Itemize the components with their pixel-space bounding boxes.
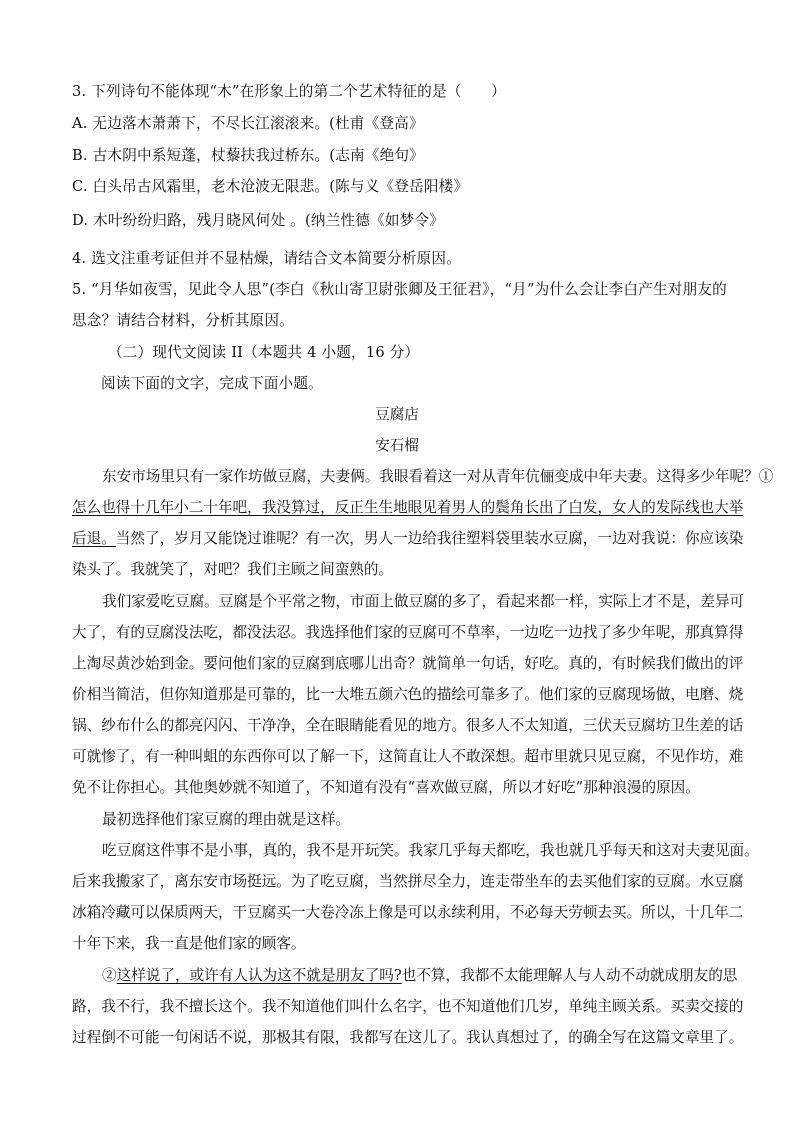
paragraph-5-line-2: 路，我不行，我不擅长这个。我不知道他们叫什么名字，也不知道他们几岁，单纯主顾关系。买卖交接的 [72, 998, 744, 1015]
paragraph-5-line-3: 过程倒不可能一句闲话不说，那极其有限，我都写在这儿了。我认真想过了，的确全写在这篇文章里了。 [72, 1029, 744, 1046]
section-instruction: 阅读下面的文字，完成下面小题。 [101, 375, 323, 392]
section-heading: （二）现代文阅读 II（本题共 4 小题，16 分） [108, 344, 420, 361]
paragraph-3-line-1: 最初选择他们家豆腐的理由就是这样。 [102, 811, 351, 828]
paragraph-1-line-1: 东安市场里只有一家作坊做豆腐，夫妻俩。我眼看着这一对从青年伉俪变成中年夫妻。这得多少年呢？① [102, 468, 774, 485]
marker-2: ② [102, 967, 117, 984]
paragraph-1-line-4: 染头了。我就笑了，对吧？我们主顾之间蛮熟的。 [72, 561, 394, 578]
article-author: 安石榴 [375, 437, 419, 454]
paragraph-5-line-1 [72, 960, 738, 991]
paragraph-4-line-3: 冰箱冷藏可以保质两天，干豆腐买一大卷冷冻上像是可以永续利用，不必每天劳顿去买。所以，十几年二 [72, 904, 744, 921]
question-5-line-1: 5. “月华如夜雪，见此令人思”(李白《秋山寄卫尉张卿及王征君》，“月”为什么会让李白产生对朋友的 [72, 281, 727, 298]
article-paragraph-2 [72, 586, 745, 803]
paragraph-5-line-1-rest: 也不算，我都不太能理解人与人动不动就成朋友的思 [401, 967, 738, 984]
paragraph-1-line-3-rest: 当然了，岁月又能饶过谁呢？有一次，男人一边给我往塑料袋里装水豆腐，一边对我说：你应该染 [115, 530, 744, 547]
article-title: 豆腐店 [375, 406, 419, 423]
article-paragraph-4 [72, 835, 759, 959]
paragraph-2-line-1: 我们家爱吃豆腐。豆腐是个平常之物，市面上做豆腐的多了，看起来都一样，实际上才不是，差异可 [102, 593, 745, 610]
question-3-option-a: A. 无边落木萧萧下，不尽长江滚滚来。(杜甫《登高》 [72, 115, 424, 132]
paragraph-2-line-2: 大了，有的豆腐没法吃，都没法忍。我选择他们家的豆腐可不草率，一边吃一边找了多少年呢，那真算得 [72, 624, 744, 641]
paragraph-2-line-5: 锅、纱布什么的都亮闪闪、干净净，全在眼睛能看见的地方。很多人不太知道，三伏天豆腐坊卫生差的话 [72, 717, 744, 734]
question-3-stem: 3. 下列诗句不能体现“木”在形象上的第二个艺术特征的是（ ） [72, 83, 506, 100]
article-paragraph-3 [72, 804, 732, 835]
paragraph-2-line-3: 上淘尽黄沙始到金。要问他们家的豆腐到底哪儿出奇？就简单一句话，好吃。真的，有时候我们做出的评 [72, 655, 744, 672]
question-5-line-2: 思念？请结合材料，分析其原因。 [72, 312, 294, 329]
article-paragraph-1 [72, 461, 774, 585]
paragraph-4-line-1: 吃豆腐这件事不是小事，真的，我不是开玩笑。我家几乎每天都吃，我也就几乎每天和这对夫妻见面。 [102, 842, 759, 859]
paragraph-2-line-6: 可就惨了，有一种叫蛆的东西你可以了解一下，这简直让人不敢深想。超市里就只见豆腐，不见作坊，难 [72, 748, 744, 765]
paragraph-4-line-2: 后来我搬家了，离东安市场挺远。为了吃豆腐，当然拼尽全力，连走带坐车的去买他们家的豆腐。水豆腐 [72, 873, 744, 890]
paragraph-1-line-2-underlined: 怎么也得十几年小二十年吧，我没算过，反正生生地眼见着男人的鬓角长出了白发，女人的发际线也大举 [72, 499, 744, 516]
question-3-option-c: C. 白头吊古风霜里，老木沧波无限悲。(陈与义《登岳阳楼》 [72, 178, 469, 195]
paragraph-2-line-7: 免不让你担心。其他奥妙就不知道了，不知道有没有“喜欢做豆腐，所以才好吃”那种浪漫的原因。 [72, 779, 700, 796]
paragraph-2-line-4: 价相当简洁，但你知道那是可靠的，比一大堆五颜六色的描绘可靠多了。他们家的豆腐现场做，电磨、烧 [72, 686, 744, 703]
question-3-option-d: D. 木叶纷纷归路，残月晓风何处 。(纳兰性德《如梦令》 [72, 212, 445, 229]
paragraph-1-line-3 [72, 523, 744, 554]
article-paragraph-5 [72, 960, 744, 1053]
question-3-option-b: B. 古木阴中系短蓬，杖藜扶我过桥东。(志南《绝句》 [72, 147, 424, 164]
underlined-sentence: 这样说了，或许有人认为这不就是朋友了吗? [116, 967, 402, 984]
paragraph-4-line-4: 十年下来，我一直是他们家的顾客。 [72, 935, 306, 952]
underlined-phrase: 后退。 [72, 530, 116, 547]
question-4: 4. 选文注重考证但并不显枯燥，请结合文本简要分析原因。 [72, 250, 462, 267]
